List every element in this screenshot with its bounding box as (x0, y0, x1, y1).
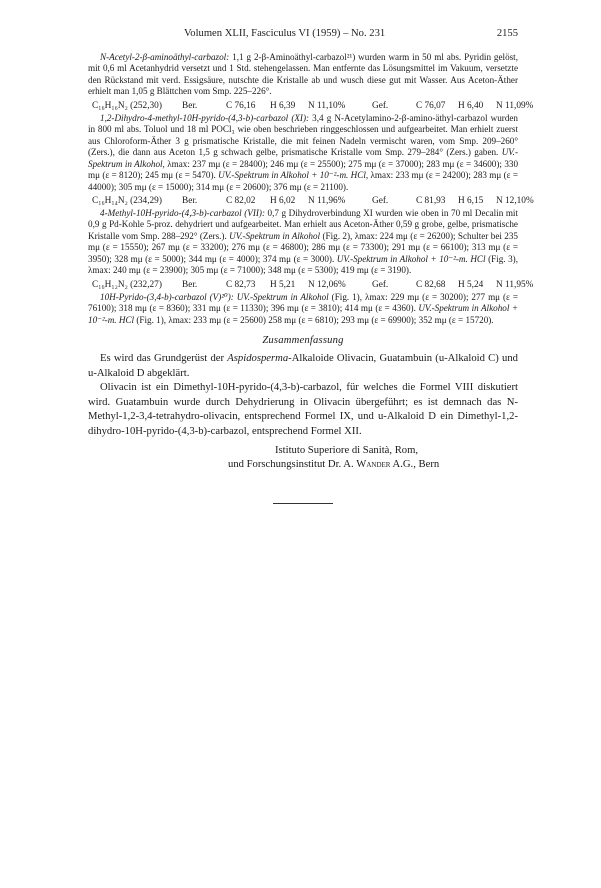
found-n: N 12,10% (496, 195, 534, 206)
affiliation-text: A.G., Bern (390, 459, 440, 471)
compound-title: 4-Methyl-10H-pyrido-(4,3-b)-carbazol (VII): (100, 207, 265, 218)
compound-title: 1,2-Dihydro-4-methyl-10H-pyrido-(4,3-b)-carbazol (XI): (100, 112, 310, 123)
calc-n: N 12,06% (308, 279, 346, 290)
calc-h: H 6,02 (270, 195, 296, 206)
formula: C₁₆H₁₄N₂ (234,29) (92, 195, 162, 206)
paragraph-methyl (88, 208, 518, 277)
paragraph-text: 1,1 g 2-β-Aminoäthyl-carbazol²¹) wurden warm in 50 ml abs. Pyridin gelöst, mit 0,6 ml Acetanhydrid versetzt und 1 Std. stehengelassen. Man entfernte das Lösungsmittel im Vakuum, versetzte den Rückstand mit verd. Essigsäure, nutschte die Kristalle ab und wusch diese gut mit Wasser. Aus Aceton-Äther erhielt man 1,05 g Blättchen vom Smp. 225–226°. (88, 52, 518, 97)
gef-label: Gef. (372, 195, 389, 206)
calc-c: C 82,73 (226, 279, 256, 290)
uv-data: λmax: 237 mμ (ε = 28400); 246 mμ (ε = 25500); 275 mμ (ε = 37000); 283 mμ (ε = 34600); 330 mμ (ε = 8120); 245 mμ (ε = 5470). (88, 158, 519, 181)
affiliation-name: Wander (356, 459, 391, 471)
affiliation-line: Istituto Superiore di Sanità, Rom, (275, 444, 419, 456)
paragraph-acetyl (88, 52, 518, 98)
found-c: C 82,68 (416, 279, 446, 290)
paragraph-dihydro (88, 113, 518, 193)
calc-n: N 11,10% (308, 100, 346, 111)
calc-h: H 5,21 (270, 279, 296, 290)
compound-title: 10H-Pyrido-(3,4-b)-carbazol (V)²⁰): (100, 291, 234, 302)
analysis-row (88, 195, 534, 207)
found-c: C 81,93 (416, 195, 446, 206)
end-rule (273, 503, 333, 504)
found-h: H 6,15 (458, 195, 484, 206)
paragraph-text: 0,7 g Dihydroverbindung XI wurden wie oben in 70 ml Decalin mit 0,9 g Pd-Kohle 5-proz. dehydriert und aufgearbeitet. Man erhielt aus Aceton-Äther 0,59 g grobe, gelbe, prismatische Kristalle vom Smp. 288–292° (Zers.). (88, 207, 518, 241)
genus-name: Aspidosperma (227, 353, 289, 365)
summary-text: Es wird das Grundgerüst der (100, 353, 228, 365)
ber-label: Ber. (182, 100, 198, 111)
ber-label: Ber. (182, 279, 198, 290)
compound-title: N-Acetyl-2-β-aminoäthyl-carbazol: (100, 52, 230, 62)
found-c: C 76,07 (416, 100, 446, 111)
uv-label: UV.-Spektrum in Alkohol (233, 291, 329, 302)
paragraph-pyrido (88, 292, 518, 326)
page-number: 2155 (496, 28, 518, 39)
calc-c: C 82,02 (226, 195, 256, 206)
calc-h: H 6,39 (270, 100, 296, 111)
paragraph-text: 3,4 g N-Acetylamino-2-β-amino-äthyl-carbazol wurden in 800 ml abs. Toluol und 18 ml POCl₃ wie oben beschrieben ringgeschlossen und aufgearbeitet. Man erhielt zuerst aus Chloroform-Äther 3 g prismatische Kristalle, die mit feinen Nadeln vermischt waren, vom Smp. 209–260° (Zers.), die dann aus Aceton 1,5 g schwach gelbe, prismatische Kristalle vom Smp. 279–284° (Zers.) gaben. (88, 112, 518, 158)
formula: C₁₆H₁₂N₂ (232,27) (92, 279, 162, 290)
affiliation (88, 444, 518, 473)
analysis-row (88, 100, 534, 112)
uv-label: UV.-Spektrum in Alkohol (229, 230, 321, 241)
running-head: Volumen XLII, Fasciculus VI (1959) – No. 231 (184, 28, 386, 39)
uv-label: UV.-Spektrum in Alkohol + 10⁻²-m. HCl, (218, 170, 369, 181)
uv-label: UV.-Spektrum in Alkohol, (88, 147, 518, 169)
summary-paragraph: Olivacin ist ein Dimethyl-10H-pyrido-(4,3-b)-carbazol, für welches die Formel VIII diskutiert wird. Guatambuin wurde durch Dehydrierung in Olivacin übergeführt; es ist demnach das N-Methyl-1,2-3,4-tetrahydro-olivacin, entsprechend Formel IX, und u-Alkaloid D ein Dimethyl-1,2-dihydro-10H-pyrido-(4,3-b)-carbazol, entsprechend Formel XII. (88, 382, 518, 438)
found-h: H 6,40 (458, 100, 484, 111)
calc-c: C 76,16 (226, 100, 256, 111)
uv-data: (Fig. 1), λmax: 229 mμ (ε = 30200); 277 mμ (ε = 76100); 318 mμ (ε = 8360); 331 mμ (ε = 11330); 396 mμ (ε = 3810); 414 mμ (ε = 4360). (88, 291, 518, 314)
uv-data: (Fig. 1), λmax: 233 mμ (ε = 25600) 258 mμ (ε = 6810); 293 mμ (ε = 69900); 352 mμ (ε = 15720). (134, 314, 494, 325)
found-n: N 11,09% (496, 100, 534, 111)
page-body (88, 52, 534, 504)
uv-data: (Fig. 2), λmax: 224 mμ (ε = 26200); Schulter bei 235 mμ (ε = 15550); 267 mμ (ε = 33200); 276 mμ (ε = 46800); 286 mμ (ε = 73300); 291 mμ (ε = 66100); 313 mμ (ε = 3950); 328 mμ (ε = 5000); 344 mμ (ε = 4000); 374 mμ (ε = 3000). (88, 230, 518, 264)
gef-label: Gef. (372, 279, 389, 290)
ber-label: Ber. (182, 195, 198, 206)
found-n: N 11,95% (496, 279, 534, 290)
analysis-row (88, 279, 534, 291)
uv-label: UV.-Spektrum in Alkohol + 10⁻²-m. HCl (336, 253, 486, 264)
summary-paragraph (88, 352, 518, 381)
uv-data: (Fig. 3), λmax: 240 mμ (ε = 23900); 305 mμ (ε = 71000); 348 mμ (ε = 5300); 419 mμ (ε = 3190). (88, 253, 519, 276)
calc-n: N 11,96% (308, 195, 346, 206)
summary-text: -Alkaloide Olivacin, Guatambuin (u-Alkaloid C) und u-Alkaloid D abgeklärt. (88, 353, 518, 379)
uv-data: λmax: 233 mμ (ε = 24200); 283 mμ (ε = 44000); 305 mμ (ε = 15000); 314 mμ (ε = 20600); 376 mμ (ε = 21100). (88, 170, 518, 192)
found-h: H 5,24 (458, 279, 484, 290)
affiliation-line (228, 458, 518, 473)
affiliation-text: und Forschungsinstitut Dr. A. (228, 459, 357, 471)
uv-label: UV.-Spektrum in Alkohol + 10⁻²-m. HCl (88, 303, 518, 325)
gef-label: Gef. (372, 100, 389, 111)
summary-heading: Zusammenfassung (262, 335, 344, 347)
formula: C₁₆H₁₆N₂ (252,30) (92, 100, 162, 111)
